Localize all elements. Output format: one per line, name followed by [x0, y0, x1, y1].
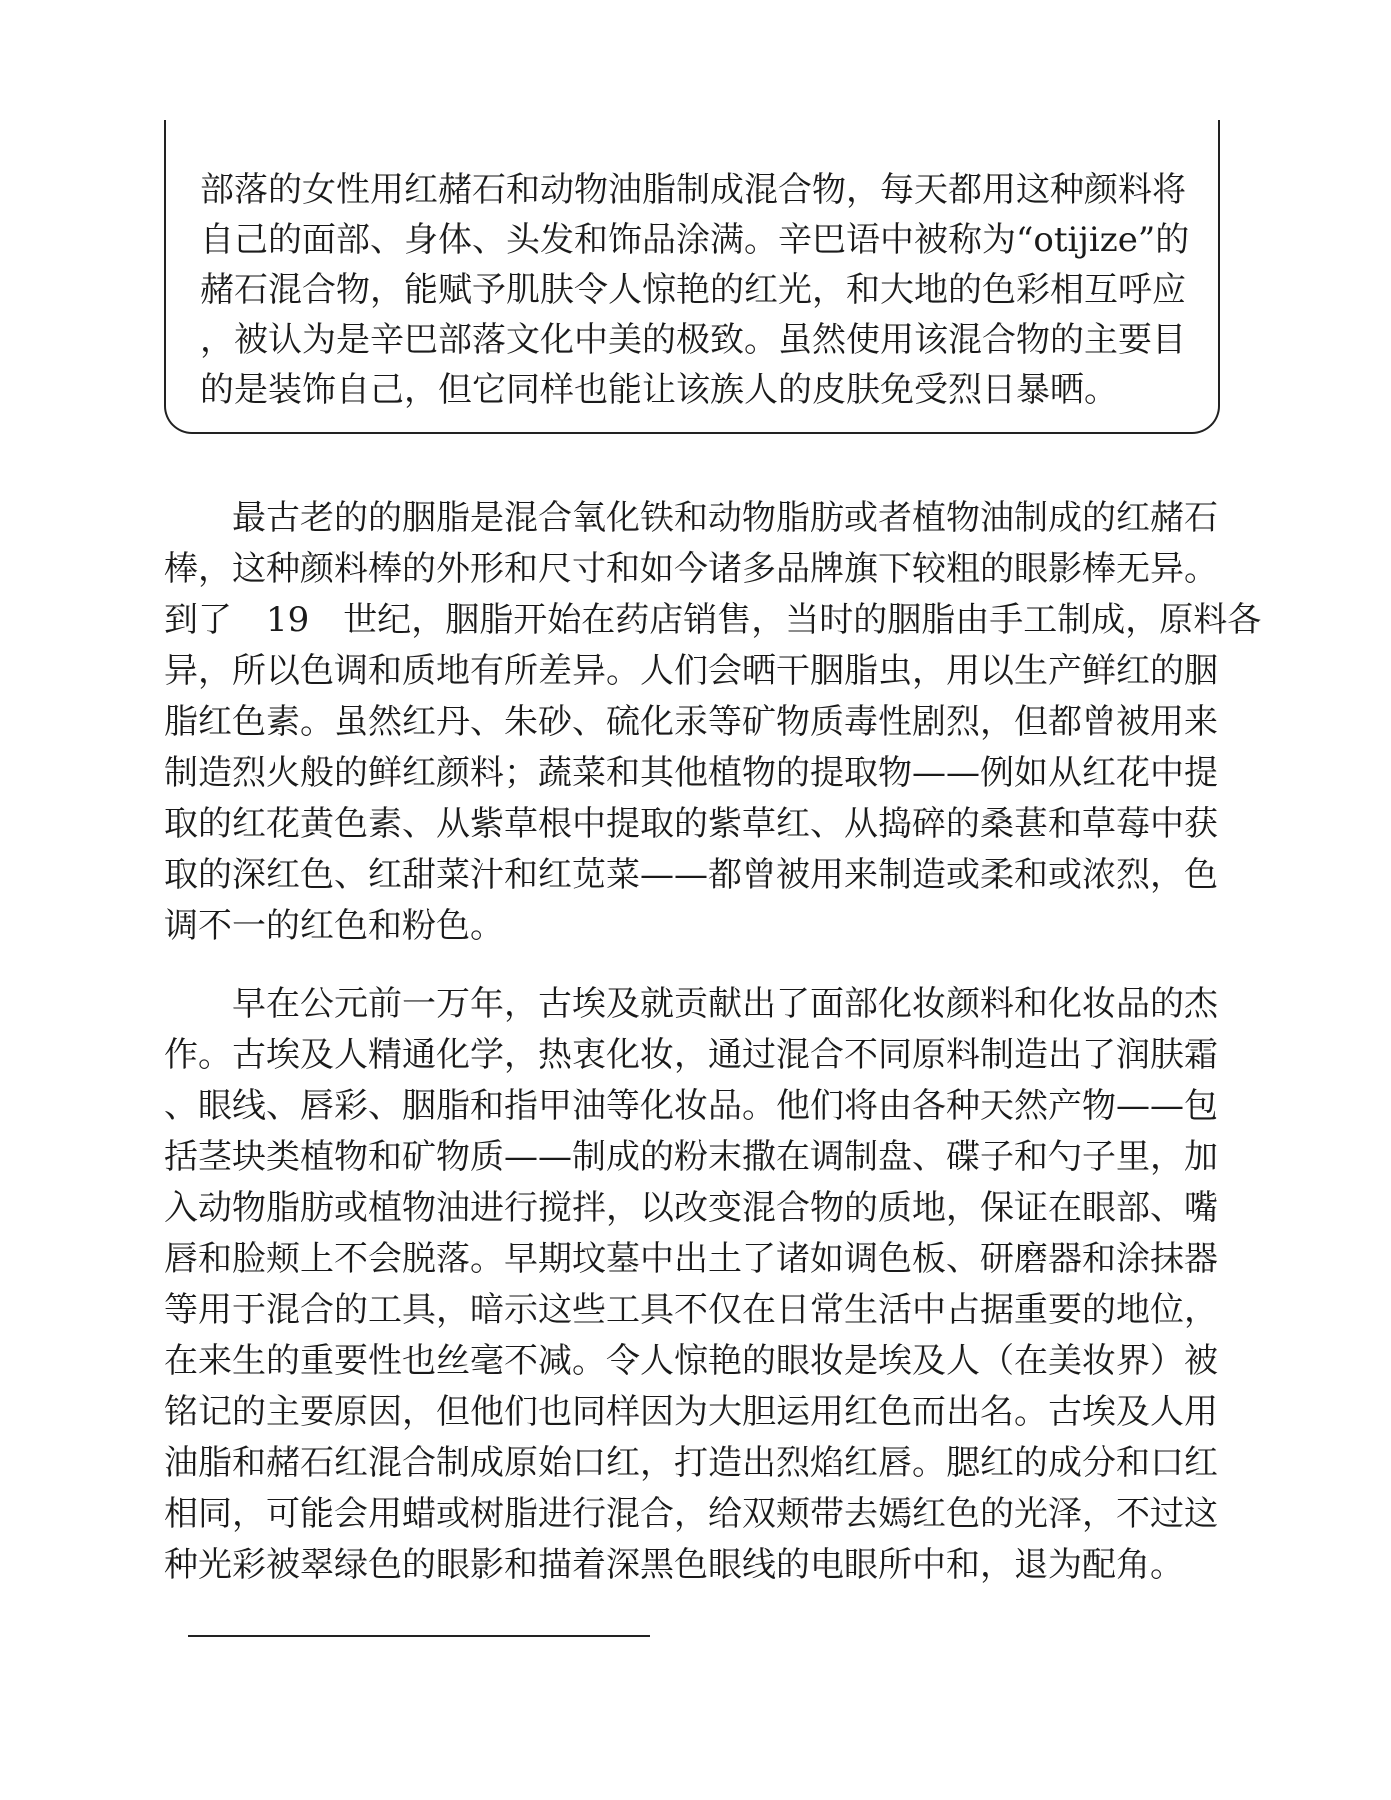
box-text-line: ，被认为是辛巴部落文化中美的极致。虽然使用该混合物的主要目 [200, 320, 1186, 360]
paragraph-2-line: 作。古埃及人精通化学，热衷化妆，通过混合不同原料制造出了润肤霜 [164, 1035, 1218, 1075]
box-text-line: 的是装饰自己，但它同样也能让该族人的皮肤免受烈日暴晒。 [200, 370, 1118, 410]
paragraph-1-line: 最古老的的胭脂是混合氧化铁和动物脂肪或者植物油制成的红赭石 [164, 498, 1218, 538]
paragraph-2-line: 括茎块类植物和矿物质——制成的粉末撒在调制盘、碟子和勺子里，加 [164, 1137, 1218, 1177]
paragraph-1-line: 脂红色素。虽然红丹、朱砂、硫化汞等矿物质毒性剧烈，但都曾被用来 [164, 702, 1218, 742]
paragraph-1-line: 异，所以色调和质地有所差异。人们会晒干胭脂虫，用以生产鲜红的胭 [164, 651, 1218, 691]
paragraph-2-line: 相同，可能会用蜡或树脂进行混合，给双颊带去嫣红色的光泽，不过这 [164, 1494, 1218, 1534]
box-text-line: 部落的女性用红赭石和动物油脂制成混合物，每天都用这种颜料将 [200, 170, 1186, 210]
paragraph-2-line: 、眼线、唇彩、胭脂和指甲油等化妆品。他们将由各种天然产物——包 [164, 1086, 1218, 1126]
paragraph-2-line: 唇和脸颊上不会脱落。早期坟墓中出土了诸如调色板、研磨器和涂抹器 [164, 1239, 1218, 1279]
paragraph-1-line: 取的深红色、红甜菜汁和红苋菜——都曾被用来制造或柔和或浓烈，色 [164, 855, 1218, 895]
footnote-divider [188, 1635, 650, 1637]
paragraph-1-line: 棒，这种颜料棒的外形和尺寸和如今诸多品牌旗下较粗的眼影棒无异。 [164, 549, 1218, 589]
paragraph-1-line: 到了 19 世纪，胭脂开始在药店销售，当时的胭脂由手工制成，原料各 [164, 600, 1262, 640]
box-text-line: 赭石混合物，能赋予肌肤令人惊艳的红光，和大地的色彩相互呼应 [200, 270, 1186, 310]
paragraph-2-line: 入动物脂肪或植物油进行搅拌，以改变混合物的质地，保证在眼部、嘴 [164, 1188, 1218, 1228]
paragraph-2-line: 油脂和赭石红混合制成原始口红，打造出烈焰红唇。腮红的成分和口红 [164, 1443, 1218, 1483]
paragraph-1-line: 调不一的红色和粉色。 [164, 906, 504, 946]
paragraph-1-line: 制造烈火般的鲜红颜料；蔬菜和其他植物的提取物——例如从红花中提 [164, 753, 1218, 793]
paragraph-1-line: 取的红花黄色素、从紫草根中提取的紫草红、从捣碎的桑葚和草莓中获 [164, 804, 1218, 844]
paragraph-2-line: 等用于混合的工具，暗示这些工具不仅在日常生活中占据重要的地位， [164, 1290, 1218, 1330]
paragraph-2-line: 种光彩被翠绿色的眼影和描着深黑色眼线的电眼所中和，退为配角。 [164, 1545, 1184, 1585]
paragraph-2-line: 早在公元前一万年，古埃及就贡献出了面部化妆颜料和化妆品的杰 [164, 984, 1218, 1024]
box-text-line: 自己的面部、身体、头发和饰品涂满。辛巴语中被称为“otijize”的 [200, 220, 1190, 260]
paragraph-2-line: 在来生的重要性也丝毫不减。令人惊艳的眼妆是埃及人（在美妆界）被 [164, 1341, 1218, 1381]
paragraph-2-line: 铭记的主要原因，但他们也同样因为大胆运用红色而出名。古埃及人用 [164, 1392, 1218, 1432]
